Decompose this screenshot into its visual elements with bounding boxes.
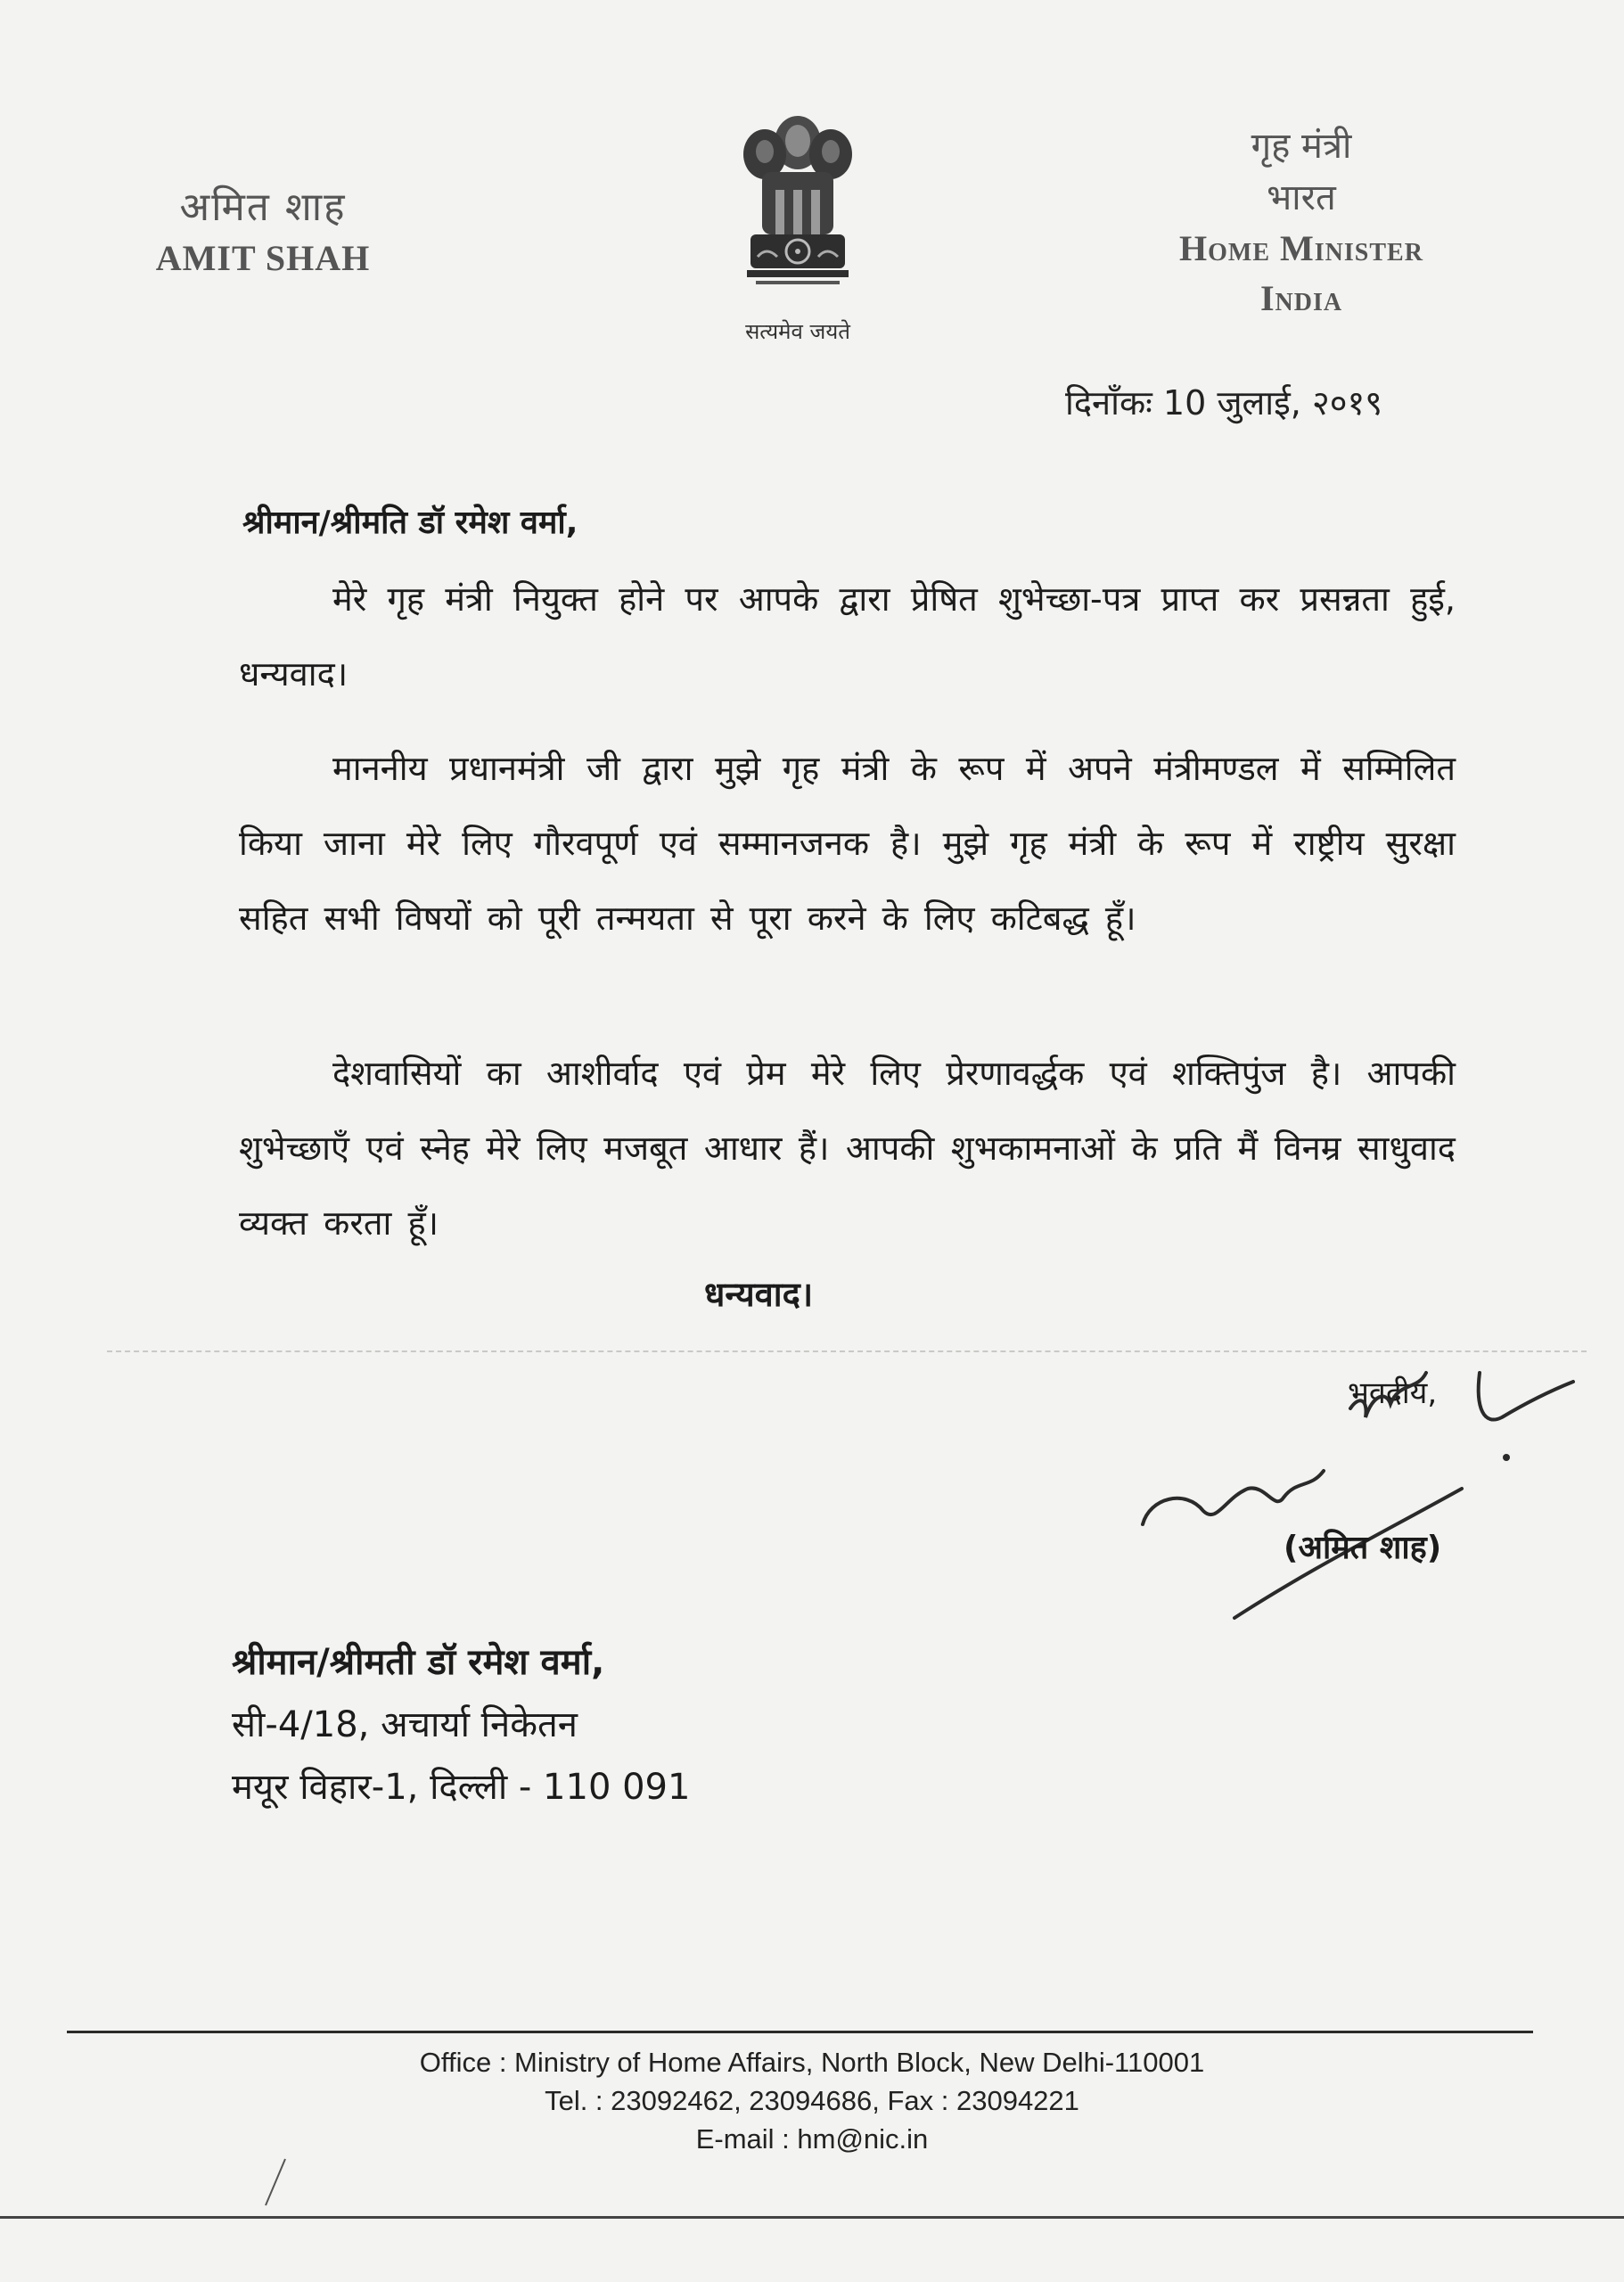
salutation: श्रीमान/श्रीमति डॉ रमेश वर्मा, [242,505,578,541]
designation-english: Home Minister [1179,228,1423,268]
paragraph-1-text: मेरे गृह मंत्री नियुक्त होने पर आपके द्वारा प्रेषित शुभेच्छा-पत्र प्राप्त कर प्रसन्नता हुई, धन्यवाद। [239,579,1456,694]
closing-text: भवदीय, [1348,1375,1438,1411]
office-footer [0,2043,1624,2158]
signer-name: (अमित शाह) [1284,1530,1442,1566]
minister-name-hindi: अमित शाह [179,185,347,230]
bottom-divider [0,2216,1624,2219]
letterhead-left [134,178,392,279]
pen-mark [258,2155,294,2209]
national-emblem [713,105,882,346]
emblem-motto: सत्यमेव जयते [745,319,850,344]
body-paragraph-1 [239,562,1456,711]
paragraph-3-text: देशवासियों का आशीर्वाद एवं प्रेम मेरे लिए प्रेरणावर्द्धक एवं शक्तिपुंज है। आपकी शुभेच्छाएँ एवं स्नेह मेरे लिए मजबूत आधार हैं। आपकी शुभकामनाओं के प्रति मैं विनम्र साधुवाद व्यक्त करता हूँ। [239,1054,1456,1243]
recipient-address [232,1631,690,1818]
signature-scribble [1132,1355,1578,1622]
paragraph-2-text: माननीय प्रधानमंत्री जी द्वारा मुझे गृह मंत्री के रूप में अपने मंत्रीमण्डल में सम्मिलित किया जाना मेरे लिए गौरवपूर्ण एवं सम्मानजनक है। मुझे गृह मंत्री के रूप में राष्ट्रीय सुरक्षा सहित सभी विषयों को पूरी तन्मयता से पूरा करने के लिए कटिबद्ध हूँ। [239,749,1456,938]
ashoka-emblem-icon [731,105,865,315]
designation-hindi: गृह मंत्री [1251,126,1352,167]
letterhead-right [1123,120,1480,324]
address-line-1: सी-4/18, अचार्या निकेतन [232,1704,578,1745]
office-phone: Tel. : 23092462, 23094686, Fax : 23094221 [545,2085,1079,2116]
country-hindi: भारत [1267,177,1336,218]
office-email: E-mail : hm@nic.in [695,2123,929,2155]
address-line-2: मयूर विहार-1, दिल्ली - 110 091 [232,1767,691,1808]
office-address: Office : Ministry of Home Affairs, North Block, New Delhi-110001 [419,2047,1205,2078]
thanks-line: धन्यवाद। [704,1275,814,1314]
footer-divider [67,2031,1533,2033]
minister-name-english: AMIT SHAH [155,238,371,278]
body-paragraph-3 [239,1036,1456,1260]
body-paragraph-2 [239,731,1456,956]
country-english: India [1259,278,1343,318]
faint-divider [107,1350,1587,1352]
recipient-name: श्रीमान/श्रीमती डॉ रमेश वर्मा, [232,1642,605,1683]
letter-date: दिनाँकः 10 जुलाई, २०१९ [1065,383,1382,423]
